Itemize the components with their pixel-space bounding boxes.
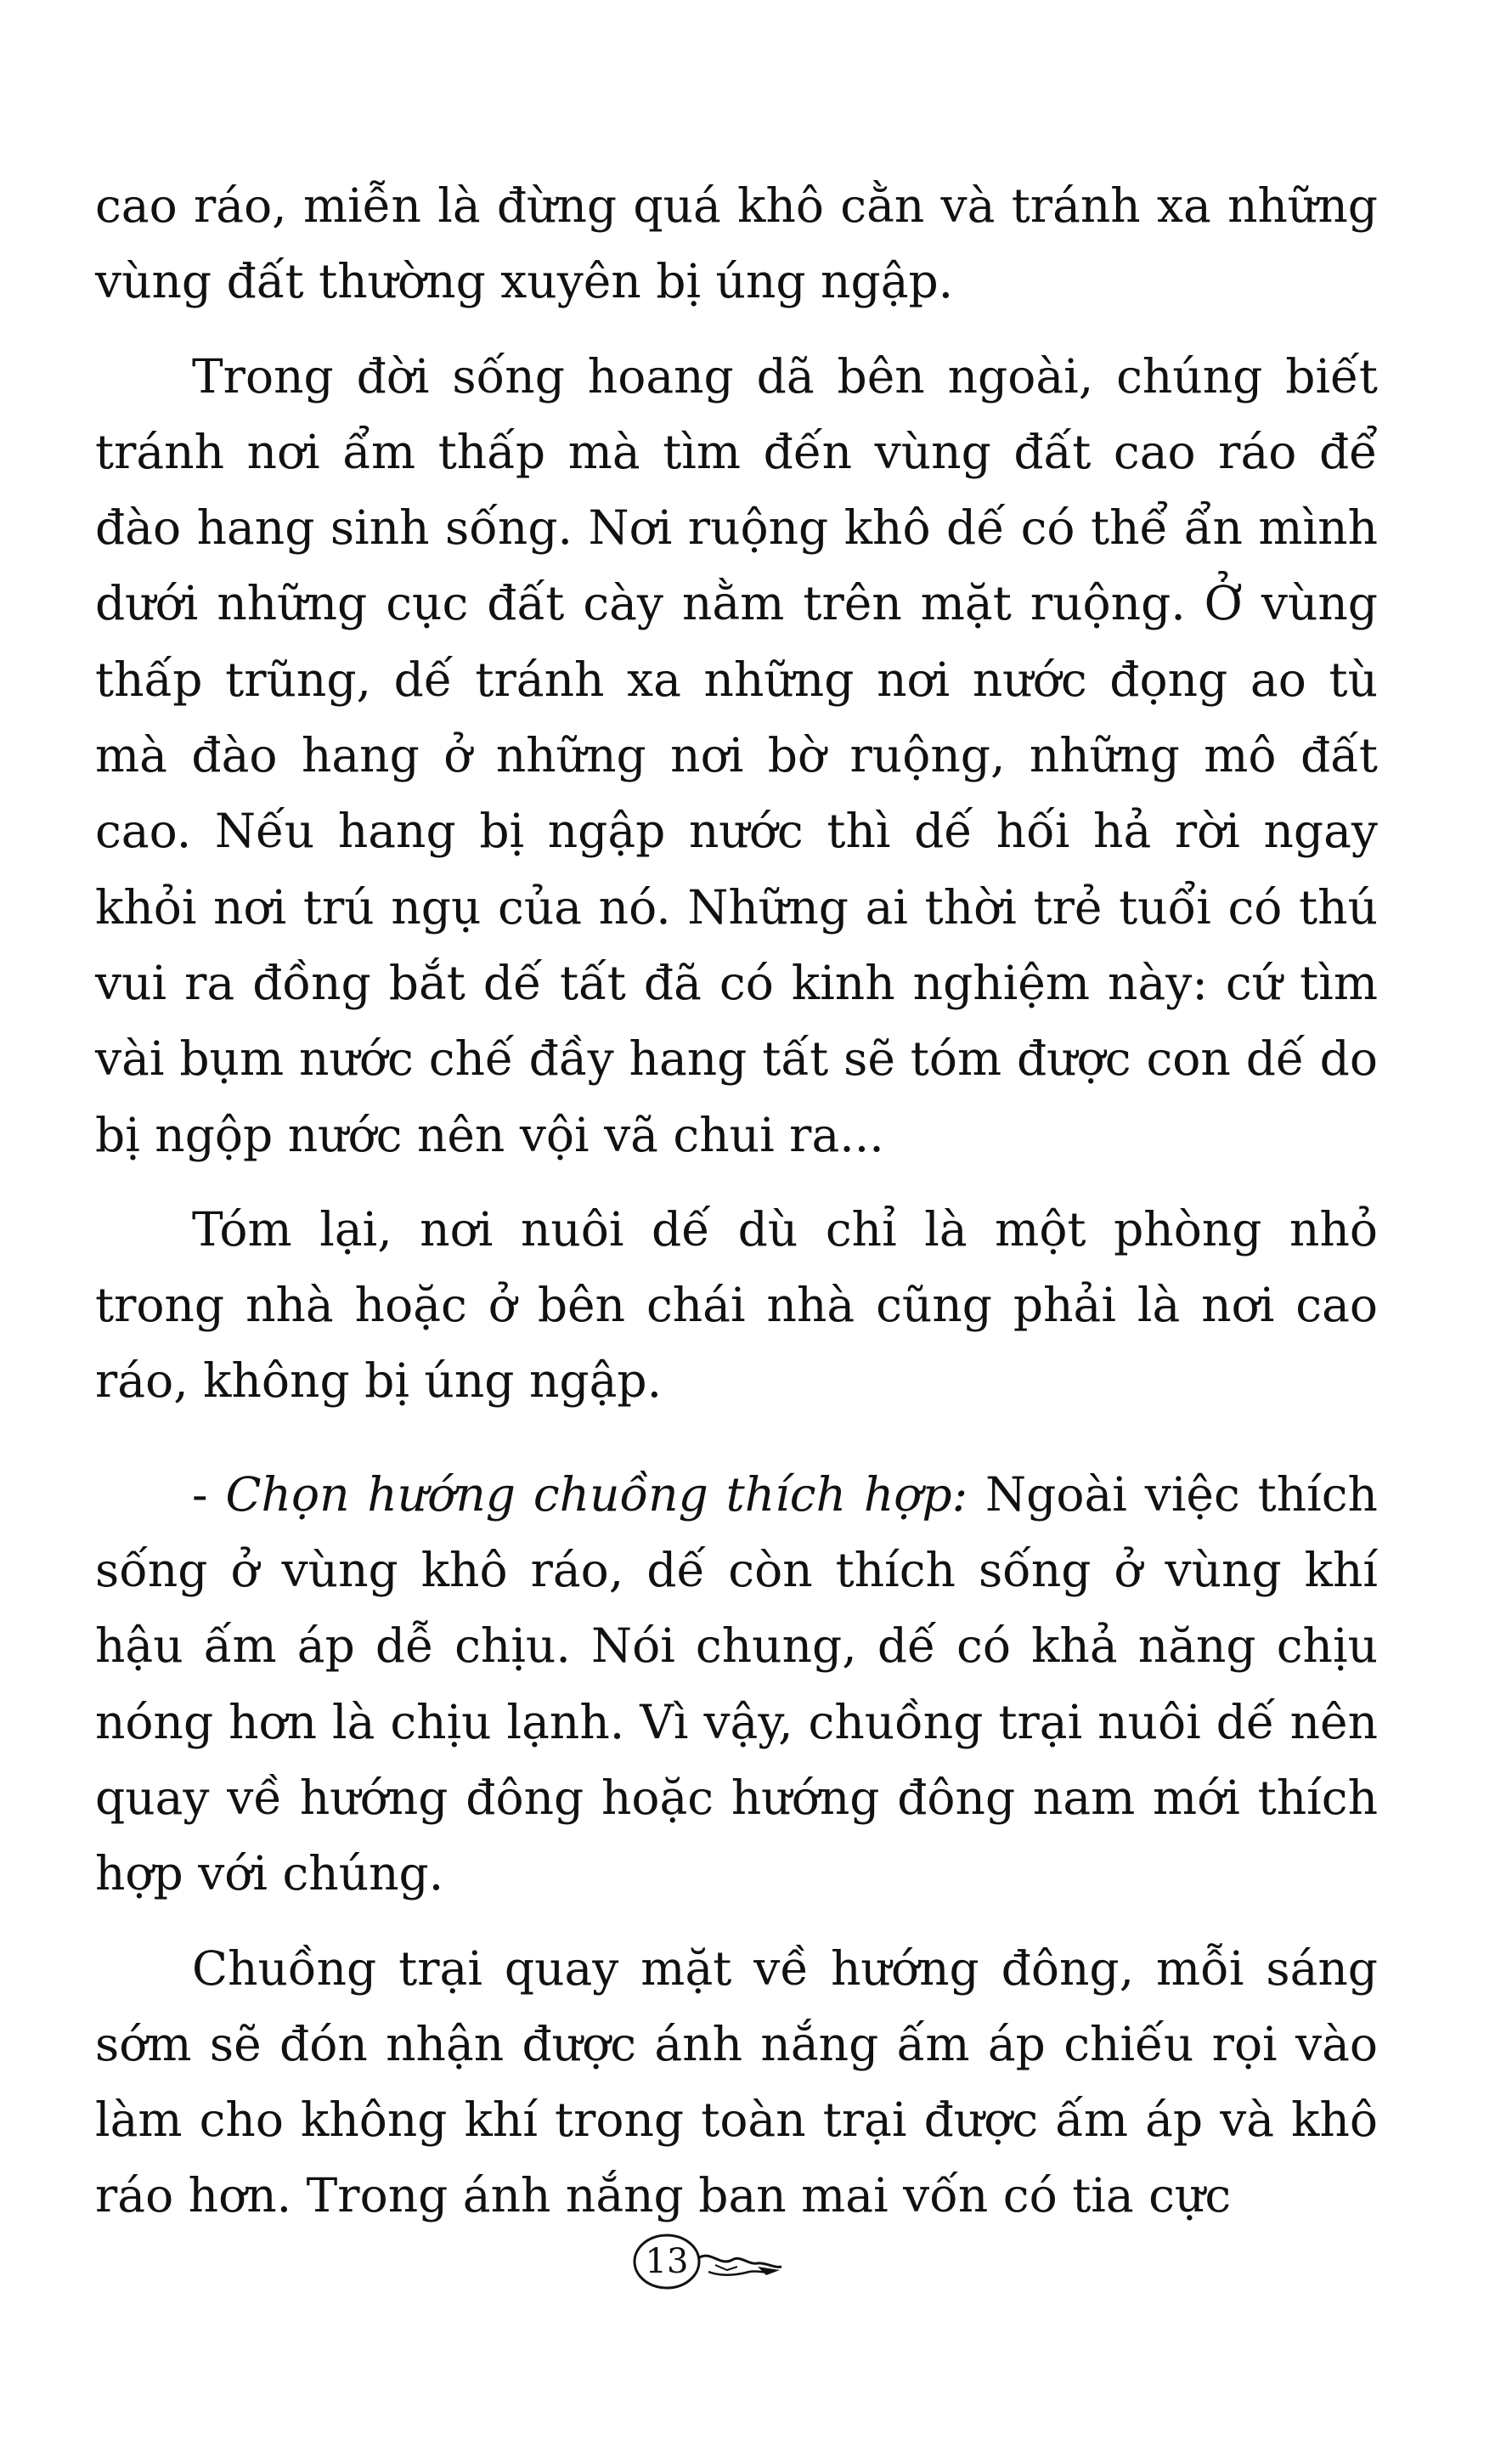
paragraph-heading: Chọn hướng chuồng thích hợp: [225, 1466, 968, 1522]
paragraph-text: Tóm lại, nơi nuôi dế dù chỉ là một phòng nhỏ trong nhà hoặc ở bên chái nhà cũng phải là nơi cao ráo, không bị úng ngập. [95, 1201, 1378, 1409]
paragraph-text: Trong đời sống hoang dã bên ngoài, chúng biết tránh nơi ẩm thấp mà tìm đến vùng đất cao ráo để đào hang sinh sống. Nơi ruộng khô dế có thể ẩn mình dưới những cục đất cày nằm trên mặt ruộng. Ở vùng thấp trũng, dế tránh xa những nơi nước đọng ao tù mà đào hang ở những nơi bờ ruộng, những mô đất cao. Nếu hang bị ngập nước thì dế hối hả rời ngay khỏi nơi trú ngụ của nó. Những ai thời trẻ tuổi có thú vui ra đồng bắt dế tất đã có kinh nghiệm này: cứ tìm vài bụm nước chế đầy hang tất sẽ tóm được con dế do bị ngộp nước nên vội vã chui ra... [95, 348, 1378, 1162]
paragraph-continuation [95, 168, 1378, 320]
paragraph-text: cao ráo, miễn là đừng quá khô cằn và tránh xa những vùng đất thường xuyên bị úng ngập. [95, 178, 1378, 309]
paragraph-text: Chuồng trại quay mặt về hướng đông, mỗi sáng sớm sẽ đón nhận được ánh nắng ấm áp chiếu rọi vào làm cho không khí trong toàn trại được ấm áp và khô ráo hơn. Trong ánh nắng ban mai vốn có tia cực [95, 1940, 1378, 2223]
paragraph-summary [95, 1192, 1378, 1420]
page-number-ornament [630, 2233, 715, 2290]
paragraph-wild-life [95, 339, 1378, 1173]
paragraph-text: Ngoài việc thích sống ở vùng khô ráo, dế còn thích sống ở vùng khí hậu ấm áp dễ chịu. Nói chung, dế có khả năng chịu nóng hơn là chịu lạnh. Vì vậy, chuồng trại nuôi dế nên quay về hướng đông hoặc hướng đông nam mới thích hợp với chúng. [95, 1466, 1378, 1901]
body-text [95, 168, 1378, 2234]
page-number: 13 [645, 2242, 689, 2281]
list-dash: - [192, 1466, 226, 1522]
paragraph-direction [95, 1457, 1378, 1912]
paragraph-east-facing [95, 1931, 1378, 2234]
